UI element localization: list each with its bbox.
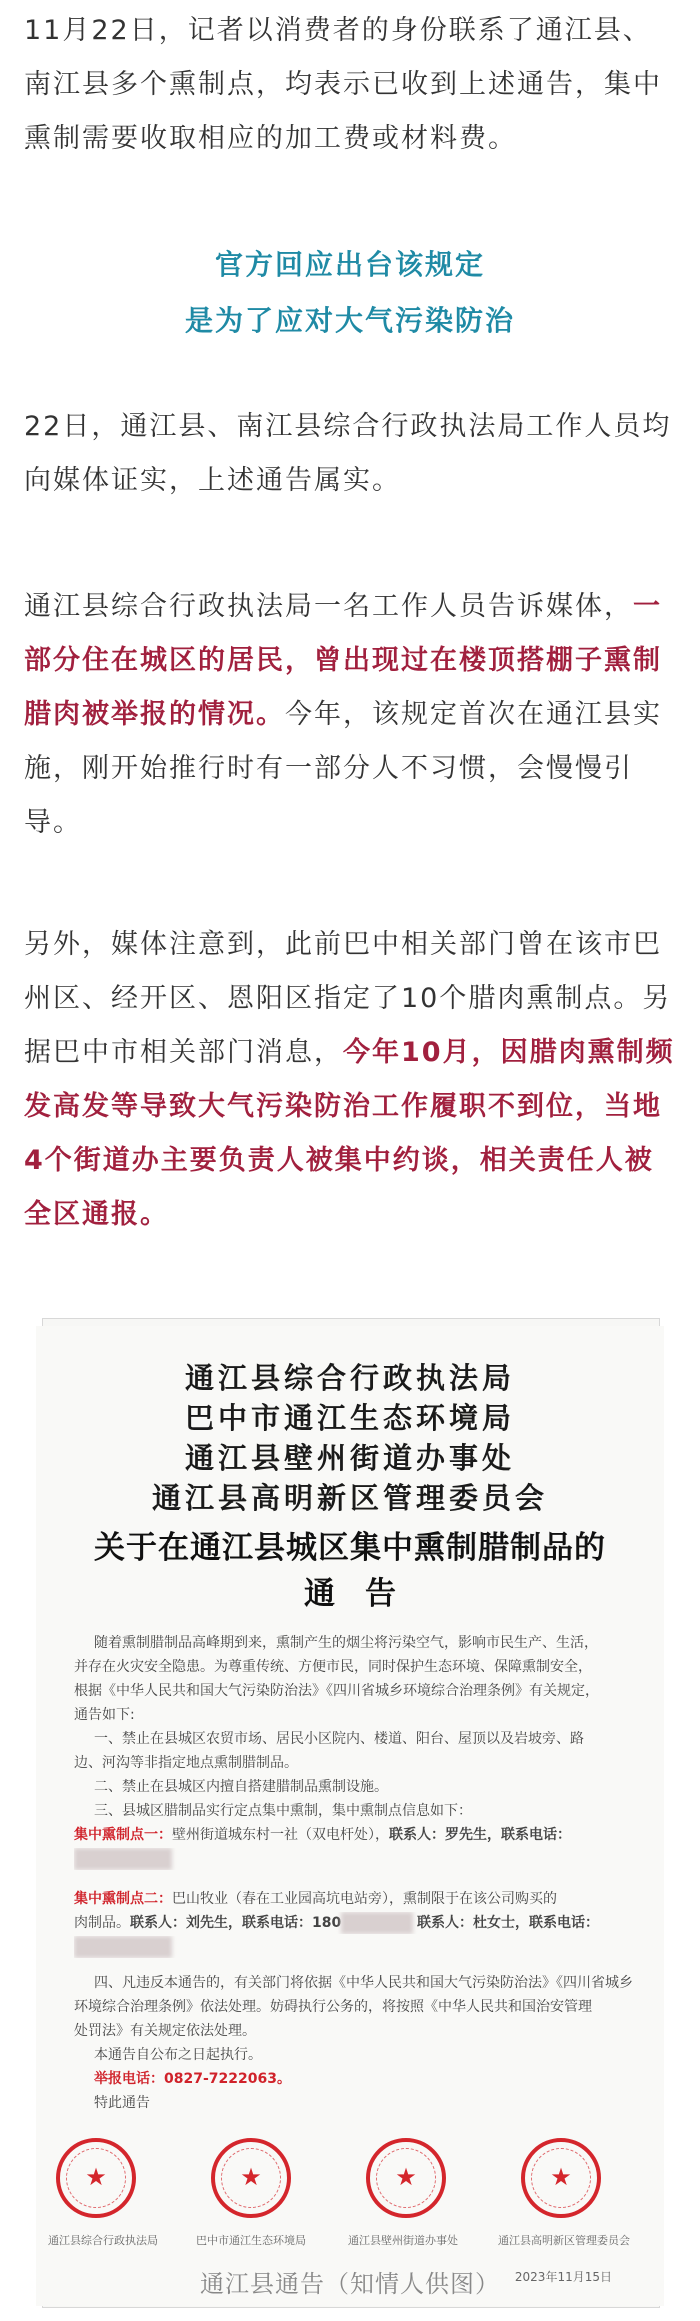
subheading-line-1: 官方回应出台该规定 — [214, 248, 485, 281]
notice-title-line-1: 关于在通江县城区集中熏制腊制品的 — [94, 1530, 606, 1566]
official-seal: ★ — [211, 2138, 291, 2218]
notice-hotline — [94, 2068, 654, 2090]
point-2-label: 集中熏制点二： — [74, 1891, 172, 1907]
redacted-phone — [341, 1912, 412, 1934]
signatory-1: 通江县综合行政执法局 — [48, 2234, 158, 2247]
notice-body-line: 边、河沟等非指定地点熏制腊制品。 — [74, 1755, 298, 1771]
paragraph-2: 22日，通江县、南江县综合行政执法局工作人员均向媒体证实，上述通告属实。 — [24, 411, 672, 496]
point-2-text: 巴山牧业（春在工业园高坑电站旁），熏制限于在该公司购买的 — [172, 1891, 557, 1907]
paragraph-4-highlight: 今年10月，因腊肉熏制频发高发等导致大气污染防治工作履职不到位，当地4个街道办主要负责人被集中约谈，相关责任人被全区通报。 — [24, 1037, 675, 1230]
notice-point-2 — [74, 1888, 634, 1910]
notice-org-1: 通江县综合行政执法局 — [184, 1361, 515, 1395]
notice-body-line: 随着熏制腊制品高峰期到来，熏制产生的烟尘将污染空气，影响市民生产、生活， — [94, 1635, 598, 1651]
notice-point-2-contacts — [74, 1912, 634, 1934]
notice-body-line: 本通告自公布之日起执行。 — [94, 2047, 262, 2063]
notice-body-line: 通告如下: — [74, 1707, 135, 1723]
point-1-text: 壁州街道城东村一社（双电杆处）， — [172, 1827, 389, 1843]
notice-body-line: 一、禁止在县城区农贸市场、居民小区院内、楼道、阳台、屋顶以及岩坡旁、路 — [94, 1731, 584, 1747]
notice-body-line: 二、禁止在县城区内擅自搭建腊制品熏制设施。 — [94, 1779, 388, 1795]
paragraph-4 — [24, 918, 676, 1242]
notice-title-line-2: 通告 — [304, 1576, 426, 1612]
official-seal: ★ — [366, 2138, 446, 2218]
notice-closing: 特此通告 — [94, 2095, 150, 2111]
notice-body-line: 处罚法》有关规定依法处理。 — [74, 2023, 256, 2039]
signatory-3: 通江县壁州街道办事处 — [348, 2234, 458, 2247]
paragraph-3-text-b: 今年，该规定首次在通江县实施，刚开始推行时有一部分人不习惯，会慢慢引导。 — [24, 699, 662, 838]
point-1-label: 集中熏制点一： — [74, 1827, 172, 1843]
notice-redacted-line — [74, 1848, 634, 1870]
notice-redacted-line — [74, 1936, 634, 1958]
official-seal: ★ — [521, 2138, 601, 2218]
hotline-text: 举报电话：0827-7222063。 — [94, 2071, 291, 2087]
notice-body-line: 四、凡违反本通告的，有关部门将依据《中华人民共和国大气污染防治法》《四川省城乡 — [94, 1975, 633, 1991]
notice-org-2: 巴中市通江生态环境局 — [184, 1401, 515, 1435]
notice-body-line: 根据《中华人民共和国大气污染防治法》《四川省城乡环境综合治理条例》有关规定， — [74, 1683, 599, 1699]
paragraph-1: 11月22日，记者以消费者的身份联系了通江县、南江县多个熏制点，均表示已收到上述通告，集中熏制需要收取相应的加工费或材料费。 — [24, 15, 662, 154]
paragraph-3 — [24, 580, 676, 850]
signatory-2: 巴中市通江生态环境局 — [196, 2234, 306, 2247]
notice-org-3: 通江县壁州街道办事处 — [184, 1441, 515, 1475]
point-1-contact: 联系人：罗先生，联系电话： — [389, 1827, 571, 1843]
point-2-contact-1: 联系人：刘先生，联系电话：180 — [130, 1915, 342, 1931]
point-2-line2-a: 肉制品。 — [74, 1915, 130, 1931]
notice-image — [36, 1326, 664, 2306]
redacted-phone — [74, 1936, 172, 1958]
notice-point-1 — [74, 1824, 634, 1846]
image-caption: 通江县通告（知情人供图） — [200, 2270, 500, 2298]
notice-body-line: 三、县城区腊制品实行定点集中熏制，集中熏制点信息如下： — [94, 1803, 472, 1819]
notice-org-4: 通江县高明新区管理委员会 — [151, 1481, 548, 1515]
redacted-phone — [74, 1848, 172, 1870]
notice-body-line: 并存在火灾安全隐患。为尊重传统、方便市民，同时保护生态环境、保障熏制安全， — [74, 1659, 592, 1675]
paragraph-3-highlight: 一部分住在城区的居民，曾出现过在楼顶搭棚子熏制腊肉被举报的情况。 — [24, 591, 662, 730]
notice-body-line: 环境综合治理条例》依法处理。妨碍执行公务的，将按照《中华人民共和国治安管理 — [74, 1999, 592, 2015]
paragraph-3-text-a: 通江县综合行政执法局一名工作人员告诉媒体， — [24, 591, 633, 622]
official-seal: ★ — [56, 2138, 136, 2218]
signatory-4: 通江县高明新区管理委员会 — [498, 2234, 630, 2247]
notice-date: 2023年11月15日 — [514, 2270, 612, 2284]
point-2-contact-2: 联系人：杜女士，联系电话： — [416, 1915, 599, 1931]
paragraph-4-text-a: 另外，媒体注意到，此前巴中相关部门曾在该市巴州区、经开区、恩阳区指定了10个腊肉熏制点。另据巴中市相关部门消息， — [24, 929, 672, 1068]
subheading-line-2: 是为了应对大气污染防治 — [184, 304, 515, 337]
